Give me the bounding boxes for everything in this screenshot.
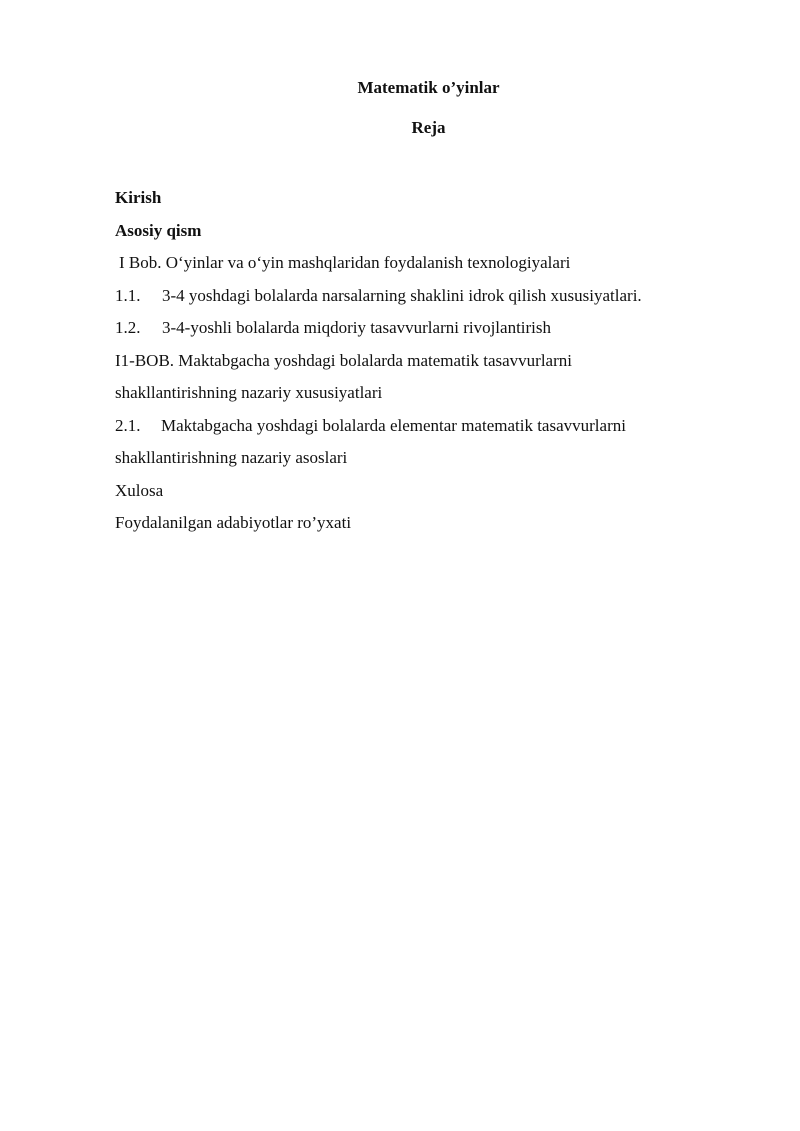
- toc-item-2-1-number: 2.1.: [115, 415, 141, 435]
- toc-item-2-1-line-2: shakllantirishning nazariy asoslari: [115, 448, 348, 467]
- toc-item-1-1-text: 3-4 yoshdagi bolalarda narsalarning shaklini idrok qilish xususiyatlari.: [162, 285, 642, 305]
- toc-item-1-2: [115, 312, 715, 345]
- toc-references: Foydalanilgan adabiyotlar ro’yxati: [115, 513, 352, 532]
- toc-item-1-2-number: 1.2.: [115, 318, 141, 337]
- toc-conclusion: Xulosa: [115, 480, 164, 500]
- toc-chapter-2-line-1: I1-BOB. Maktabgacha yoshdagi bolalarda matematik tasavvurlarni: [115, 350, 572, 370]
- plan-heading: Reja: [411, 118, 446, 137]
- toc-item-2-1-text: Maktabgacha yoshdagi bolalarda elementar matematik tasavvurlarni: [161, 415, 626, 435]
- document-title: Matematik o’yinlar: [357, 78, 500, 97]
- toc-item-2-1: [115, 410, 715, 443]
- toc-item-1-1: [115, 280, 715, 313]
- toc-main-part: Asosiy qism: [115, 220, 202, 240]
- toc-chapter-2-line-2: shakllantirishning nazariy xususiyatlari: [115, 383, 383, 402]
- toc-chapter-1: I Bob. O‘yinlar va o‘yin mashqlaridan foydalanish texnologiyalari: [119, 253, 571, 272]
- table-of-contents: [115, 182, 715, 540]
- toc-item-1-2-text: 3-4-yoshli bolalarda miqdoriy tasavvurlarni rivojlantirish: [162, 318, 552, 337]
- toc-item-1-1-number: 1.1.: [115, 285, 141, 305]
- toc-intro: Kirish: [115, 188, 162, 207]
